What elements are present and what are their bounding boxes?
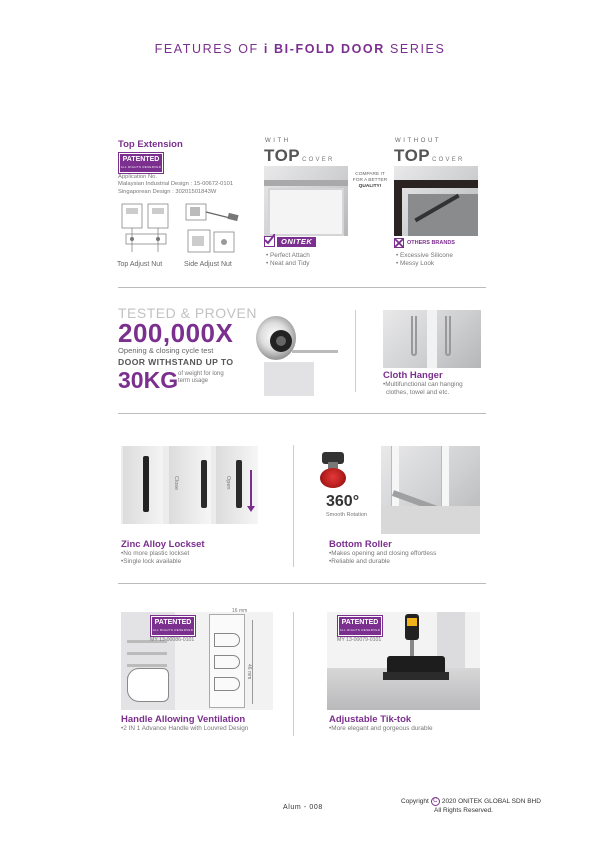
tiktok-points: •More elegant and gorgeous durable	[329, 725, 433, 732]
with-points: • Perfect Attach • Neat and Tidy	[266, 252, 310, 267]
divider-2	[118, 413, 486, 414]
without-points: • Excessive Silicone • Messy Look	[396, 252, 453, 267]
open-label: Open	[225, 476, 231, 490]
side-adjust-nut-caption: Side Adjust Nut	[184, 261, 232, 268]
roller-heading: Bottom Roller	[329, 539, 392, 550]
handle-patent-number: MY 13-00086-0101	[150, 637, 195, 643]
handle-photo	[121, 612, 273, 710]
onitek-brand: ONITEK	[264, 236, 316, 247]
cycle-count: 200,000X	[118, 318, 234, 348]
check-icon	[264, 236, 275, 247]
side-adjust-nut-drawing	[182, 200, 242, 256]
vertical-divider-2	[293, 445, 294, 567]
tiktok-patented-badge: PATENTED ALL RIGHTS RESERVED	[337, 615, 383, 637]
vertical-divider-1	[355, 310, 356, 392]
copyright: Copyright C 2020 ONITEK GLOBAL SDN BHD	[401, 798, 541, 805]
lockset-heading: Zinc Alloy Lockset	[121, 539, 205, 550]
with-top-cover-photo	[264, 166, 348, 236]
cycle-description: Opening & closing cycle test	[118, 346, 214, 355]
weight-value: 30KG	[118, 367, 179, 393]
cloth-hanger-points: •Multifunctional can hanging clothes, towel and etc.	[383, 381, 463, 396]
top-extension-heading: Top Extension	[118, 139, 183, 150]
roller-points: •Makes opening and closing effortless •Reliable and durable	[329, 550, 437, 565]
tiktok-heading: Adjustable Tik-tok	[329, 714, 412, 725]
without-label: WITHOUT	[395, 138, 442, 144]
cloth-hanger-photo	[383, 310, 481, 368]
top-adjust-nut-caption: Top Adjust Nut	[117, 261, 163, 268]
without-top-cover-title: TOP COVER	[394, 146, 465, 165]
top-adjust-nut-drawing	[118, 200, 176, 256]
roller-part-photo	[318, 452, 348, 488]
tested-headline: TESTED & PROVEN	[118, 305, 257, 321]
without-top-cover-photo	[394, 166, 478, 236]
rotation-degrees: 360°	[326, 493, 360, 510]
handle-heading: Handle Allowing Ventilation	[121, 714, 246, 725]
close-label: Close	[173, 476, 179, 491]
with-top-cover-title: TOP COVER	[264, 146, 335, 165]
patented-badge: PATENTED ALL RIGHTS RESERVED	[118, 152, 164, 174]
handle-points: •2 IN 1 Advance Handle with Louvred Design	[121, 725, 249, 732]
rights-reserved: All Rights Reserved.	[434, 807, 493, 814]
lockset-points: •No more plastic lockset •Single lock available	[121, 550, 190, 565]
lockset-photo	[121, 446, 258, 524]
handle-width-dimension: 16 mm	[232, 608, 248, 614]
open-arrow-icon	[250, 470, 252, 508]
handle-height-dimension: 46 mm	[246, 664, 252, 680]
bottom-roller-photo	[381, 446, 480, 534]
with-label: WITH	[265, 138, 291, 144]
rotation-label: Smooth Rotation	[326, 512, 367, 518]
handle-profile-drawing	[209, 614, 245, 708]
compare-note: COMPARE IT FOR A BETTER QUALITY!	[352, 172, 388, 189]
page-title: FEATURES OF i BI-FOLD DOOR SERIES	[154, 42, 446, 56]
cloth-hanger-heading: Cloth Hanger	[383, 370, 443, 381]
tiktok-patent-number: MY 13-00079-0101	[337, 637, 382, 643]
vertical-divider-3	[293, 612, 294, 736]
cross-icon	[394, 238, 404, 248]
application-numbers: Application No. Malaysian Industrial Design : 15-00672-0101 Singaporean Design : 30201501843W	[118, 174, 234, 195]
divider-3	[118, 583, 486, 584]
page-number: Alum - 008	[283, 804, 323, 811]
copyright-icon: C	[431, 797, 440, 806]
roller-photo	[256, 312, 338, 396]
withstand-text: DOOR WITHSTAND UP TO	[118, 357, 234, 367]
divider-1	[118, 287, 486, 288]
hand-illustration	[127, 668, 169, 702]
handle-patented-badge: PATENTED ALL RIGHTS RESERVED	[150, 615, 196, 637]
others-brand: OTHERS BRANDS	[394, 238, 455, 248]
weight-description: of weight for long term usage	[178, 371, 224, 385]
